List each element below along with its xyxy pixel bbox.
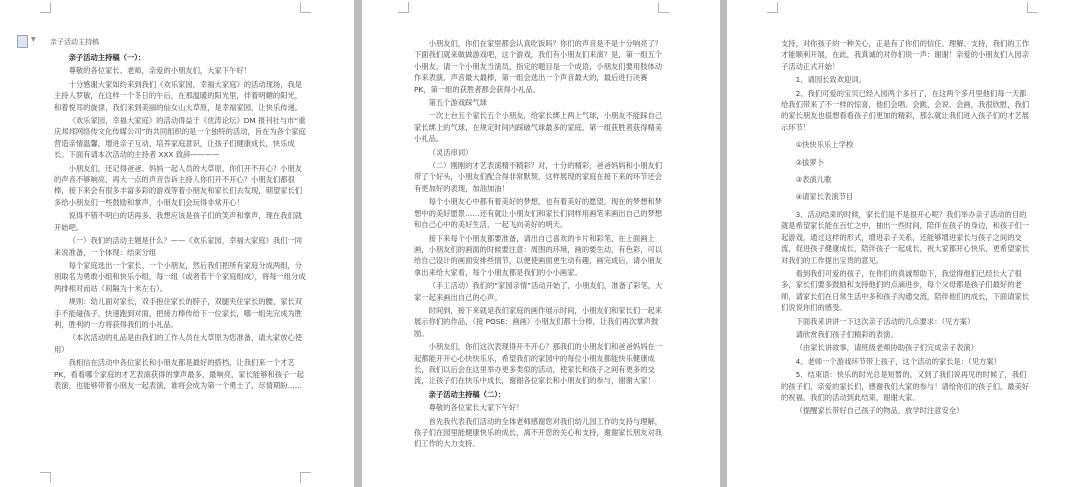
paragraph: 1、请园长致欢迎词。 — [795, 75, 866, 85]
paragraph: 我相信在活动中各位家长和小朋友都是最好的搭档，让我们来一个才艺 PK，看看哪个家庭的才艺表演获得的掌声最多，最响亮，家长能够和孩子一起表演，也能够带着小朋友一起表演，谁将会成为第一个勇士了，尽情期盼…… — [54, 358, 304, 390]
paragraph: 小朋友们，你们在家里都会认真吃饭吗？你们的声音是不是十分响亮了？下面我们就来做做游戏吧，这个游戏，我们有小朋友们来演？是，第一组五个小朋友，请一个小朋友当演员，指定的题目是一个成语，小朋友们要用肢体动作来表演，声音最大最棒，第一组会选出一个声音最大的，最后进行决赛 PK，第一组的获胜者都会获得小礼品。 — [414, 39, 663, 94]
page-1 — [0, 0, 354, 487]
paragraph: （手工活动）我们的“家园亲情”活动开始了，小朋友们，准备了彩笔，大家一起来画出自己的心声。 — [414, 281, 663, 302]
paragraph: （二）刚刚的才艺表演精不精彩？对，十分的精彩，爸爸妈妈和小朋友们带了个好头，小朋友们配合得非常默契，这样展现的家庭在接下来的环节还会有更加好的表现，加油加油！ — [414, 161, 663, 193]
paragraph: （一）我们的活动主题是什么？——《欢乐家园，幸福大家庭》我们一同来说准备，一个体现：结束分组 — [54, 236, 303, 257]
crop-mark — [300, 472, 311, 483]
paragraph: （灵活串词） — [428, 147, 473, 157]
paragraph: 时间到，接下来就是我们家庭的画作展示时间，小朋友们和家长们一起来展示你们的作品，（接 POSE：画画）小朋友们都十分棒，让我们再次掌声鼓励。 — [414, 305, 663, 338]
paragraph: 每个小朋友心中都有着美好的梦想，也有着美好的愿望，现在的梦想和梦想中的美好愿景……还有就让小朋友们和家长们同样用画笔来画出自己的梦想和自己心中的美好生活，一起飞向美好的明天。 — [414, 197, 663, 230]
paragraph: 尊敬的各位家长大家下午好！ — [428, 403, 524, 413]
paragraph: （由家长讲故事，请班级老师协助孩子们完成亲子表演） — [795, 343, 979, 353]
paragraph: 一次上台五个家长五个小朋友，给家长绑上两上气球，小朋友不能踩自己家长绑上的气球，在规定时间内踩破气球最多的家庭，第一组获胜者获得精美小礼品。 — [414, 111, 663, 144]
paragraph: 规则：幼儿面对家长，双手抱住家长的脖子，双腿夹住家长的腰，家长双手不能碰孩子，快速跑到对面，把接力棒传给下一位家长，哪一组先完成为胜利，胜利的一方将获得我们的小礼品。 — [54, 297, 303, 329]
paragraph: 下面我来讲讲一下这次亲子活动的几点要求：（见方案） — [795, 316, 975, 326]
paragraph: （本次活动的礼品是由我们的工作人员在大草原为您准备，请大家放心使用） — [54, 333, 303, 354]
paragraph: 请欣赏我们孩子们精彩的表演。 — [795, 329, 898, 339]
paragraph: 每个家庭选出一个家长、一个小朋友，然后我们把所有家庭分成两组，分别取名为勇敢小组和快乐小组，每一组（或者若干个家庭组成），将每一组分成两排相对而站（间隔为十米左右）。 — [54, 260, 306, 293]
list-item: ③表演儿歌 — [795, 175, 832, 185]
paragraph: 首先我代表我们活动的全体老师感谢您对我们幼儿园工作的支持与理解，孩子们在园里能健康快乐的成长，离不开您的关心和支持，谢谢家长朋友对我们工作的大力支持。 — [414, 416, 663, 449]
paragraph: 小朋友们，还记得爸爸、妈妈一起人员的大草原，你们开不开心？小朋友的声音不够响亮，再大一点的声音告诉主持人你们开不开心？小朋友们都很棒，接下来会有很多丰富多彩的游戏等着小朋友和家长们去发现，期望家长们多给小朋友们一些鼓励和掌声，小朋友们会玩得非常开心！ — [54, 163, 303, 207]
list-item: ④请家长表演节目 — [795, 192, 854, 202]
paragraph: 《欢乐家园，幸福大家庭》的活动得益于《优涛论坛》DM 报刊社与市“重庆邦邦网络传文化传媒公司”的共同组织的是一个独特的活动，旨在为各个家庭营造亲情温馨，增进亲子互动，培养家庭意识，让孩子们健康成长，快乐成长。下面有请本次活动的主持者 XXX 致辞———— — [54, 116, 306, 160]
crop-mark — [40, 472, 51, 483]
crop-mark — [398, 2, 409, 13]
page-body — [781, 38, 1033, 419]
crop-mark — [1027, 2, 1038, 13]
paragraph: 3、活动结束的时候，家长们是不是很开心呢？我们举办亲子活动的目的就是希望家长能在百忙之中，抽出一些时间，陪伴在孩子的身边，和孩子们一起游戏，通过这样的形式，增进亲子关系，还能够增进家长与孩子之间的交流，促进孩子健康成长，陪伴孩子一起成长，祝大家都开心快乐，更希望家长对我们的工作提出宝贵的意见。 — [781, 209, 1030, 265]
list-item: ②拔萝卜 — [795, 157, 825, 167]
page-3 — [727, 0, 1080, 487]
paragraph: 尊敬的各位家长、老师，亲爱的小朋友们，大家下午好！ — [68, 66, 252, 76]
list-item: ①快快乐乐上学校 — [795, 140, 854, 150]
section-heading: 亲子活动主持稿（一）： — [68, 53, 146, 62]
crop-mark — [40, 2, 51, 13]
page-gap — [720, 0, 727, 487]
paragraph: 第五个游戏踩气球 — [428, 98, 487, 108]
paragraph: 支持，对你孩子的一种关心，正是有了你们的信任、理解、支持，我们的工作才能顺利开展，在此，我真诚的对你们说一声：谢谢！亲爱的小朋友们入园亲子活动正式开始！ — [781, 39, 1030, 71]
page-2 — [362, 0, 720, 487]
paragraph: 看到我们可爱的孩子，在你们的真诚帮助下，我觉得他们已经长大了很多，家长们要多鼓励和支持他们的点滴进步，每个父母都是孩子们最好的老师，请家长们在日常生活中多和孩子沟通交流，陪伴他们的成长，下面请家长们说说你们的感受。 — [781, 268, 1030, 313]
page-body — [414, 38, 666, 452]
page-body — [54, 52, 306, 393]
paragraph: 2、我们可爱的宝贝已经入园两个多月了，在这两个多月里他们每一天都给我们带来了不一样的惊喜，他们会唱、会跳、会说、会画，我很欣慰，我们的家长朋友也很想看看孩子们更加的精彩，那么就让我们进入孩子们的才艺展示环节！ — [781, 88, 1030, 132]
paragraph: 小朋友们，你们这次表现得开不开心？那我们的小朋友们和爸爸妈妈在一起都能开开心心快快乐乐，希望我们的家园中的每位小朋友都能快乐健康成长，我们以后会在这里举办更多类似的活动，使家长和孩子之间有更多的交流，让孩子们在快乐中成长，谢谢各位家长和小朋友们的参与，谢谢大家！ — [414, 342, 663, 386]
document-icon[interactable] — [17, 35, 28, 48]
paragraph: 说得不错不明白的话再多，我想应该是孩子们的笑声和掌声，现在我们就开始吧。 — [54, 211, 303, 232]
crop-mark — [300, 2, 311, 13]
crop-mark — [767, 2, 778, 13]
paragraph: （提醒家长带好自己孩子的物品，放学时注意安全） — [795, 406, 964, 416]
page-gap — [354, 0, 362, 487]
crop-mark — [658, 2, 669, 13]
paragraph: 十分感谢大家如约来到我们《欢乐家园，幸福大家庭》的活动现场，我是主持人罗敏，在这样一个冬日的午后，在那温暖的阳光里，伴着明媚的阳光，和着悦耳的旋律，我们来到美丽的仙女山大草原，是幸福家园，让快乐传递。 — [54, 79, 303, 112]
chevron-down-icon[interactable]: ▼ — [31, 36, 36, 43]
paragraph: 5、结束语：快乐的时光总是短暂的，又到了我们说再见的时候了，我们的孩子们，亲爱的家长们，感谢我们大家的参与！请给你们的孩子们，最美好的祝福，我们的活动到此结束，谢谢大家。 — [781, 370, 1030, 402]
paragraph: 4、老师一个游戏环节带上孩子，这个活动的家长是：（见方案） — [795, 356, 1001, 366]
paragraph: 接下来每个小朋友都要准备，请出自己喜欢的卡片和彩笔，在上面画上画，小朋友们的画面的时候要注意：周围的环境，画的要生动，有色彩，可以给自己设计的画面安排些情节，以便使画面更生动有趣，画完成后，请小朋友拿出来给大家看，每个小朋友都是我们的小小画家。 — [414, 233, 663, 277]
document-header-title: 亲子活动主持稿 — [50, 38, 99, 46]
section-heading: 亲子活动主持稿（二）： — [428, 389, 506, 399]
